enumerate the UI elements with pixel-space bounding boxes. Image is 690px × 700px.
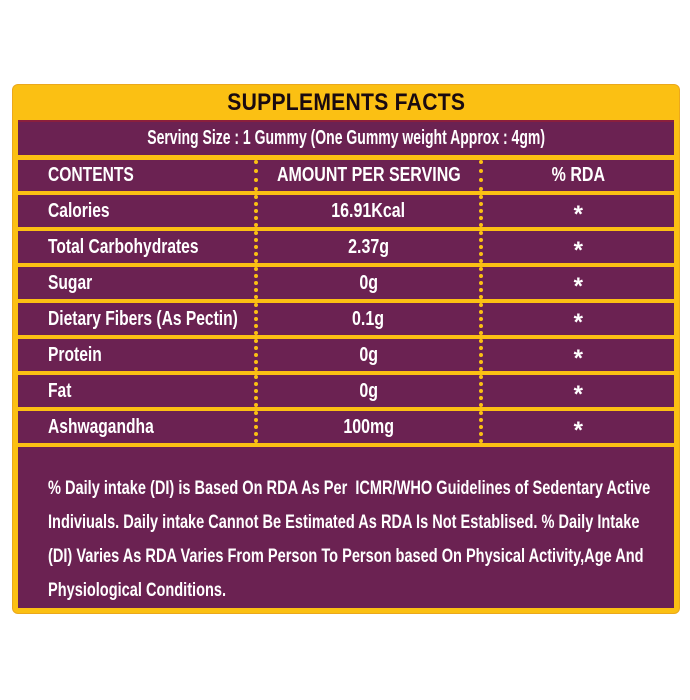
page-title: SUPPLEMENTS FACTS	[226, 88, 466, 116]
row-label: Protein	[48, 343, 102, 366]
table-row	[18, 267, 674, 299]
row-amount: 0.1g	[352, 307, 385, 330]
row-rda-asterisk: *	[573, 201, 583, 228]
column-header-label: % RDA	[551, 164, 605, 186]
row-rda-asterisk: *	[573, 345, 583, 372]
row-label: Fat	[48, 379, 72, 402]
row-rda-asterisk: *	[573, 381, 583, 408]
footnote-text: % Daily intake (DI) is Based On RDA As Per ICMR/WHO Guidelines of Sedentary Active Indiviuals. Daily intake Cannot Be Estimated As RDA Is Not Establised. % Daily Intake (DI) Varies As RDA Varies From Person To Person based On Physical Activity,Age And Physiological Conditions.	[48, 477, 655, 601]
table-row	[18, 231, 674, 263]
row-amount: 0g	[358, 343, 378, 366]
row-amount: 16.91Kcal	[331, 199, 406, 222]
column-header-rda	[479, 160, 674, 191]
table-row	[18, 303, 674, 335]
column-header-label: AMOUNT PER SERVING	[276, 164, 461, 186]
row-label: Ashwagandha	[48, 415, 154, 438]
table-row	[18, 375, 674, 407]
row-rda-asterisk: *	[573, 273, 583, 300]
serving-size-bar	[18, 120, 674, 155]
footnote	[18, 447, 674, 608]
supplement-facts-card	[13, 85, 679, 613]
row-label: Sugar	[48, 271, 93, 294]
table-header-row	[18, 160, 674, 191]
row-rda-asterisk: *	[573, 417, 583, 444]
column-header-label: CONTENTS	[48, 164, 134, 186]
row-amount: 0g	[358, 271, 378, 294]
table-row	[18, 195, 674, 227]
row-label: Total Carbohydrates	[48, 235, 199, 258]
row-label: Calories	[48, 199, 110, 222]
row-amount: 0g	[358, 379, 378, 402]
row-rda-asterisk: *	[573, 237, 583, 264]
table-row	[18, 411, 674, 443]
table-row	[18, 339, 674, 371]
column-header-contents	[18, 160, 254, 191]
title-band	[18, 85, 674, 120]
column-header-amount	[254, 160, 478, 191]
row-rda-asterisk: *	[573, 309, 583, 336]
row-amount: 2.37g	[347, 235, 389, 258]
row-label: Dietary Fibers (As Pectin)	[48, 307, 238, 330]
serving-size-text: Serving Size : 1 Gummy (One Gummy weight Approx : 4gm)	[147, 127, 545, 149]
row-amount: 100mg	[342, 415, 394, 438]
